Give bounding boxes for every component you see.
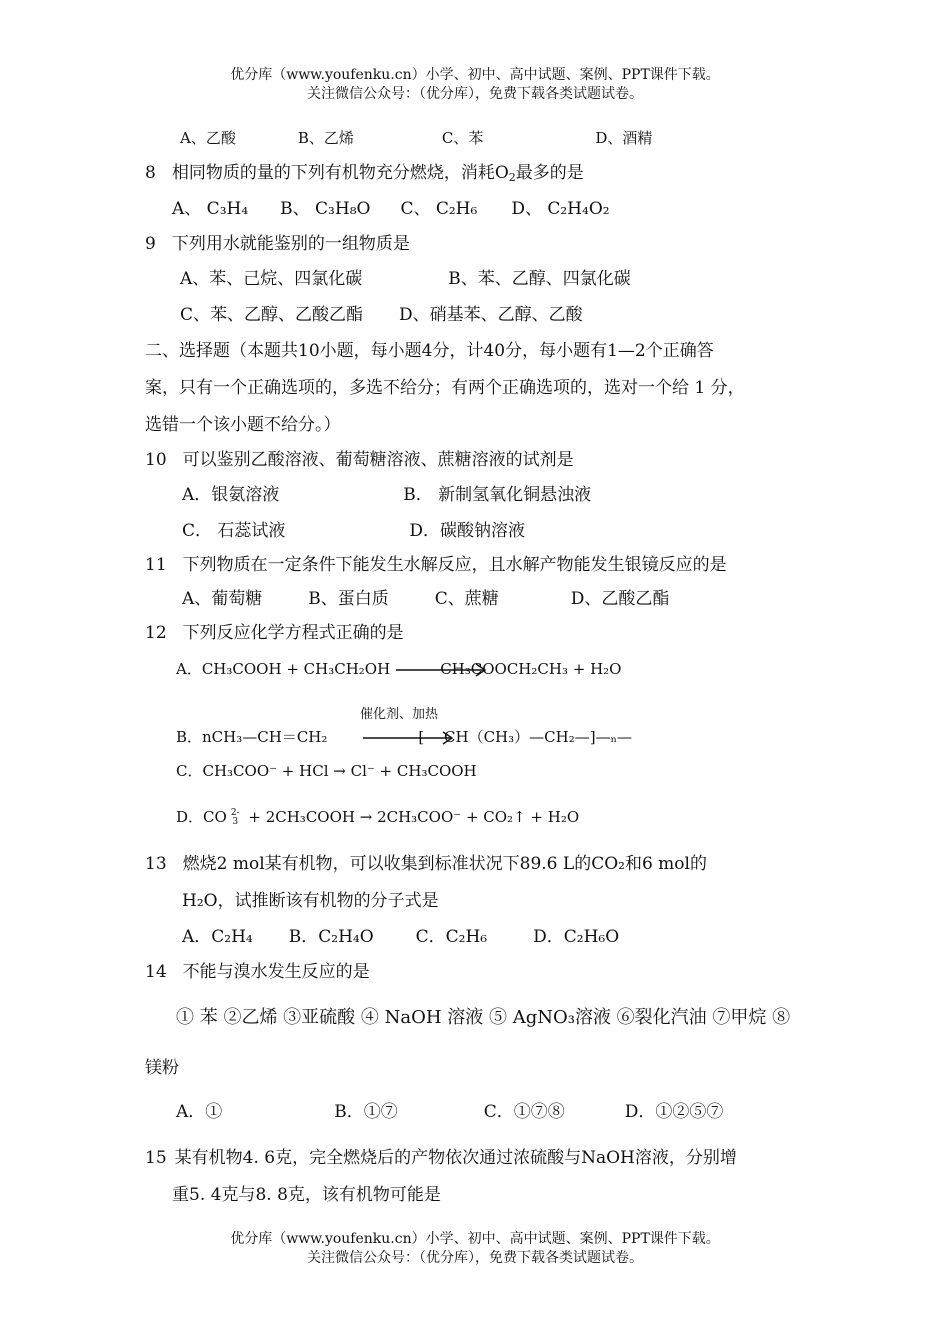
page-header — [0, 66, 950, 104]
q12-option-c: C．CH₃COO⁻ + HCl → Cl⁻ + CH₃COOH — [176, 762, 477, 780]
page-footer — [0, 1230, 950, 1268]
q14-options — [176, 1101, 723, 1123]
q11-option-c: C、蔗糖 — [434, 589, 499, 609]
q13-options — [182, 926, 619, 948]
q15-stem-line-1: 某有机物4. 6克，完全燃烧后的产物依次通过浓硫酸与NaOH溶液，分别增 — [174, 1148, 737, 1168]
q10-options-row2 — [182, 520, 525, 542]
q8-stem-subscript: 2 — [508, 171, 516, 184]
q11-number: 11 — [145, 555, 167, 575]
footer-line-1: 优分库（www.youfenku.cn）小学、初中、高中试题、案例、PPT课件下载。 — [230, 1231, 720, 1247]
q10-option-c: C． 石蕊试液 — [182, 521, 286, 541]
q9-option-b: B、苯、乙醇、四氯化碳 — [448, 269, 631, 289]
q7-options — [180, 127, 652, 149]
q8-stem-text-end: 最多的是 — [515, 163, 584, 183]
q14-stem — [145, 961, 370, 983]
q12-stem — [145, 622, 404, 644]
q14-items-line-1: ① 苯 ②乙烯 ③亚硫酸 ④ NaOH 溶液 ⑤ AgNO₃溶液 ⑥裂化汽油 ⑦甲烷 ⑧ — [176, 1007, 791, 1028]
q15-stem-line-2: 重5. 4克与8. 8克，该有机物可能是 — [172, 1185, 441, 1205]
q7-option-b: B、乙烯 — [297, 129, 354, 147]
q13-stem — [145, 853, 707, 875]
q14-option-d: D．①②⑤⑦ — [624, 1102, 724, 1122]
q10-option-a: A．银氨溶液 — [182, 485, 280, 505]
q9-number: 9 — [145, 234, 156, 254]
q12-d-carbonate: D．CO — [176, 808, 227, 826]
q13-option-b: B．C₂H₄O — [288, 927, 374, 947]
q10-options-row1 — [182, 484, 591, 506]
q8-option-a: A、 C₃H₄ — [172, 199, 249, 219]
q9-stem — [145, 233, 410, 255]
q12-b-product: —[— CH（CH₃）—CH₂—]—ₙ— — [403, 728, 633, 746]
q10-stem — [145, 449, 574, 471]
q13-number: 13 — [145, 854, 167, 874]
q12-a-reactants: A．CH₃COOH + CH₃CH₂OH — [176, 660, 391, 678]
q12-d-equation: + 2CH₃COOH → 2CH₃COO⁻ + CO₂↑ + H₂O — [243, 808, 580, 826]
q13-option-d: D．C₂H₆O — [533, 927, 620, 947]
q15-stem — [145, 1147, 737, 1169]
q12-option-d — [176, 806, 579, 828]
q8-option-b: B、 C₃H₈O — [280, 199, 371, 219]
q8-options — [172, 198, 610, 220]
header-line-1: 优分库（www.youfenku.cn）小学、初中、高中试题、案例、PPT课件下载。 — [230, 67, 720, 83]
q11-option-b: B、蛋白质 — [308, 589, 389, 609]
q10-option-b: B． 新制氢氧化铜悬浊液 — [403, 485, 592, 505]
q14-option-b: B．①⑦ — [334, 1102, 398, 1122]
q11-stem-text: 下列物质在一定条件下能发生水解反应，且水解产物能发生银镜反应的是 — [182, 555, 727, 575]
q13-option-c: C．C₂H₆ — [415, 927, 488, 947]
q12-reaction-condition: 催化剂、加热 — [360, 707, 439, 722]
q8-number: 8 — [145, 163, 156, 183]
q11-option-a: A、葡萄糖 — [182, 589, 263, 609]
q8-stem-text: 相同物质的量的下列有机物充分燃烧，消耗O — [171, 163, 509, 183]
q9-option-a: A、苯、己烷、四氯化碳 — [180, 269, 363, 289]
q14-number: 14 — [145, 962, 167, 982]
q13-option-a: A．C₂H₄ — [182, 927, 253, 947]
q8-option-c: C、 C₂H₆ — [400, 199, 478, 219]
q9-stem-text: 下列用水就能鉴别的一组物质是 — [171, 234, 410, 254]
q7-option-a: A、乙酸 — [180, 129, 236, 147]
q14-option-a: A．① — [176, 1102, 223, 1122]
footer-line-2: 关注微信公众号：（优分库），免费下载各类试题试卷。 — [307, 1250, 643, 1266]
q9-options-row1 — [180, 268, 631, 290]
q10-number: 10 — [145, 450, 167, 470]
q12-option-a — [176, 658, 621, 680]
q12-stem-text: 下列反应化学方程式正确的是 — [182, 623, 404, 643]
section2-line-2: 案，只有一个正确选项的，多选不给分；有两个正确选项的，选对一个给 1 分， — [145, 378, 745, 398]
q13-stem-line-2: H₂O，试推断该有机物的分子式是 — [182, 891, 439, 911]
q12-number: 12 — [145, 623, 167, 643]
q7-option-c: C、苯 — [441, 129, 484, 147]
q14-option-c: C．①⑦⑧ — [483, 1102, 565, 1122]
q9-options-row2 — [180, 304, 583, 326]
q11-option-d: D、乙酸乙酯 — [570, 589, 670, 609]
q8-stem — [145, 162, 584, 184]
q11-stem — [145, 554, 727, 576]
q15-number: 15 — [145, 1148, 167, 1168]
q14-items-line-2: 镁粉 — [145, 1058, 179, 1078]
section2-line-1: 二、选择题（本题共10小题，每小题4分，计40分，每小题有1—2个正确答 — [145, 341, 714, 361]
q9-option-d: D、硝基苯、乙醇、乙酸 — [399, 305, 583, 325]
q8-option-d: D、 C₂H₄O₂ — [511, 199, 610, 219]
q7-option-d: D、酒精 — [595, 129, 653, 147]
q12-b-reactant: B．nCH₃—CH＝CH₂ — [176, 728, 328, 746]
header-line-2: 关注微信公众号：（优分库），免费下载各类试题试卷。 — [307, 86, 643, 102]
q12-a-products: CH₃COOCH₂CH₃ + H₂O — [440, 660, 622, 678]
section2-line-3: 选错一个该小题不给分。） — [145, 415, 341, 435]
q10-option-d: D．碳酸钠溶液 — [409, 521, 526, 541]
q12-d-subscript: 3 — [232, 817, 239, 827]
q14-stem-text: 不能与溴水发生反应的是 — [182, 962, 370, 982]
q13-stem-line-1: 燃烧2 mol某有机物，可以收集到标准状况下89.6 L的CO₂和6 mol的 — [182, 854, 707, 874]
q9-option-c: C、苯、乙醇、乙酸乙酯 — [180, 305, 364, 325]
q12-d-charge: 2- — [230, 808, 240, 818]
q11-options — [182, 588, 669, 610]
q10-stem-text: 可以鉴别乙酸溶液、葡萄糖溶液、蔗糖溶液的试剂是 — [182, 450, 574, 470]
q12-option-b — [176, 726, 632, 748]
